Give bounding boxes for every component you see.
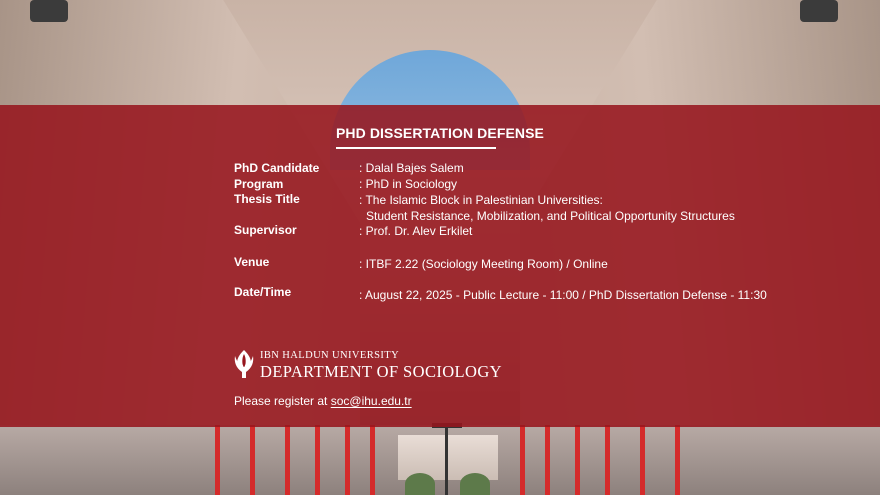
red-column xyxy=(545,425,550,495)
tree xyxy=(460,473,490,495)
tree xyxy=(405,473,435,495)
program-value: : PhD in Sociology xyxy=(359,177,458,191)
red-column xyxy=(215,425,220,495)
thesis-title-label: Thesis Title xyxy=(234,192,300,206)
department-name: DEPARTMENT OF SOCIOLOGY xyxy=(260,362,502,381)
program-label: Program xyxy=(234,177,284,191)
register-email-link[interactable]: soc@ihu.edu.tr xyxy=(330,394,412,408)
red-column xyxy=(605,425,610,495)
red-column xyxy=(370,425,375,495)
red-column xyxy=(250,425,255,495)
red-column xyxy=(640,425,645,495)
red-column xyxy=(675,425,680,495)
lamp-post xyxy=(445,425,448,495)
candidate-value: : Dalal Bajes Salem xyxy=(359,161,464,175)
datetime-label: Date/Time xyxy=(234,285,292,299)
security-camera-right xyxy=(800,0,838,22)
datetime-value: : August 22, 2025 - Public Lecture - 11:00 / PhD Dissertation Defense - 11:30 xyxy=(359,288,767,302)
red-column xyxy=(575,425,580,495)
university-name: IBN HALDUN UNIVERSITY xyxy=(260,350,400,361)
venue-value: : ITBF 2.22 (Sociology Meeting Room) / Online xyxy=(359,257,608,271)
page-title: PHD DISSERTATION DEFENSE xyxy=(335,125,544,141)
register-text: Please register at xyxy=(234,394,328,408)
supervisor-label: Supervisor xyxy=(234,223,297,237)
red-column xyxy=(315,425,320,495)
supervisor-value: : Prof. Dr. Alev Erkilet xyxy=(359,224,473,238)
security-camera-left xyxy=(30,0,68,22)
title-underline xyxy=(336,147,496,149)
red-column xyxy=(345,425,350,495)
thesis-title-value: : The Islamic Block in Palestinian Universities: xyxy=(359,193,603,207)
candidate-label: PhD Candidate xyxy=(234,161,320,175)
red-column xyxy=(285,425,290,495)
register-line xyxy=(234,394,412,408)
tulip-logo-icon xyxy=(233,348,255,380)
red-column xyxy=(520,425,525,495)
venue-label: Venue xyxy=(234,255,270,269)
thesis-title-value-line2: Student Resistance, Mobilization, and Political Opportunity Structures xyxy=(366,209,735,223)
